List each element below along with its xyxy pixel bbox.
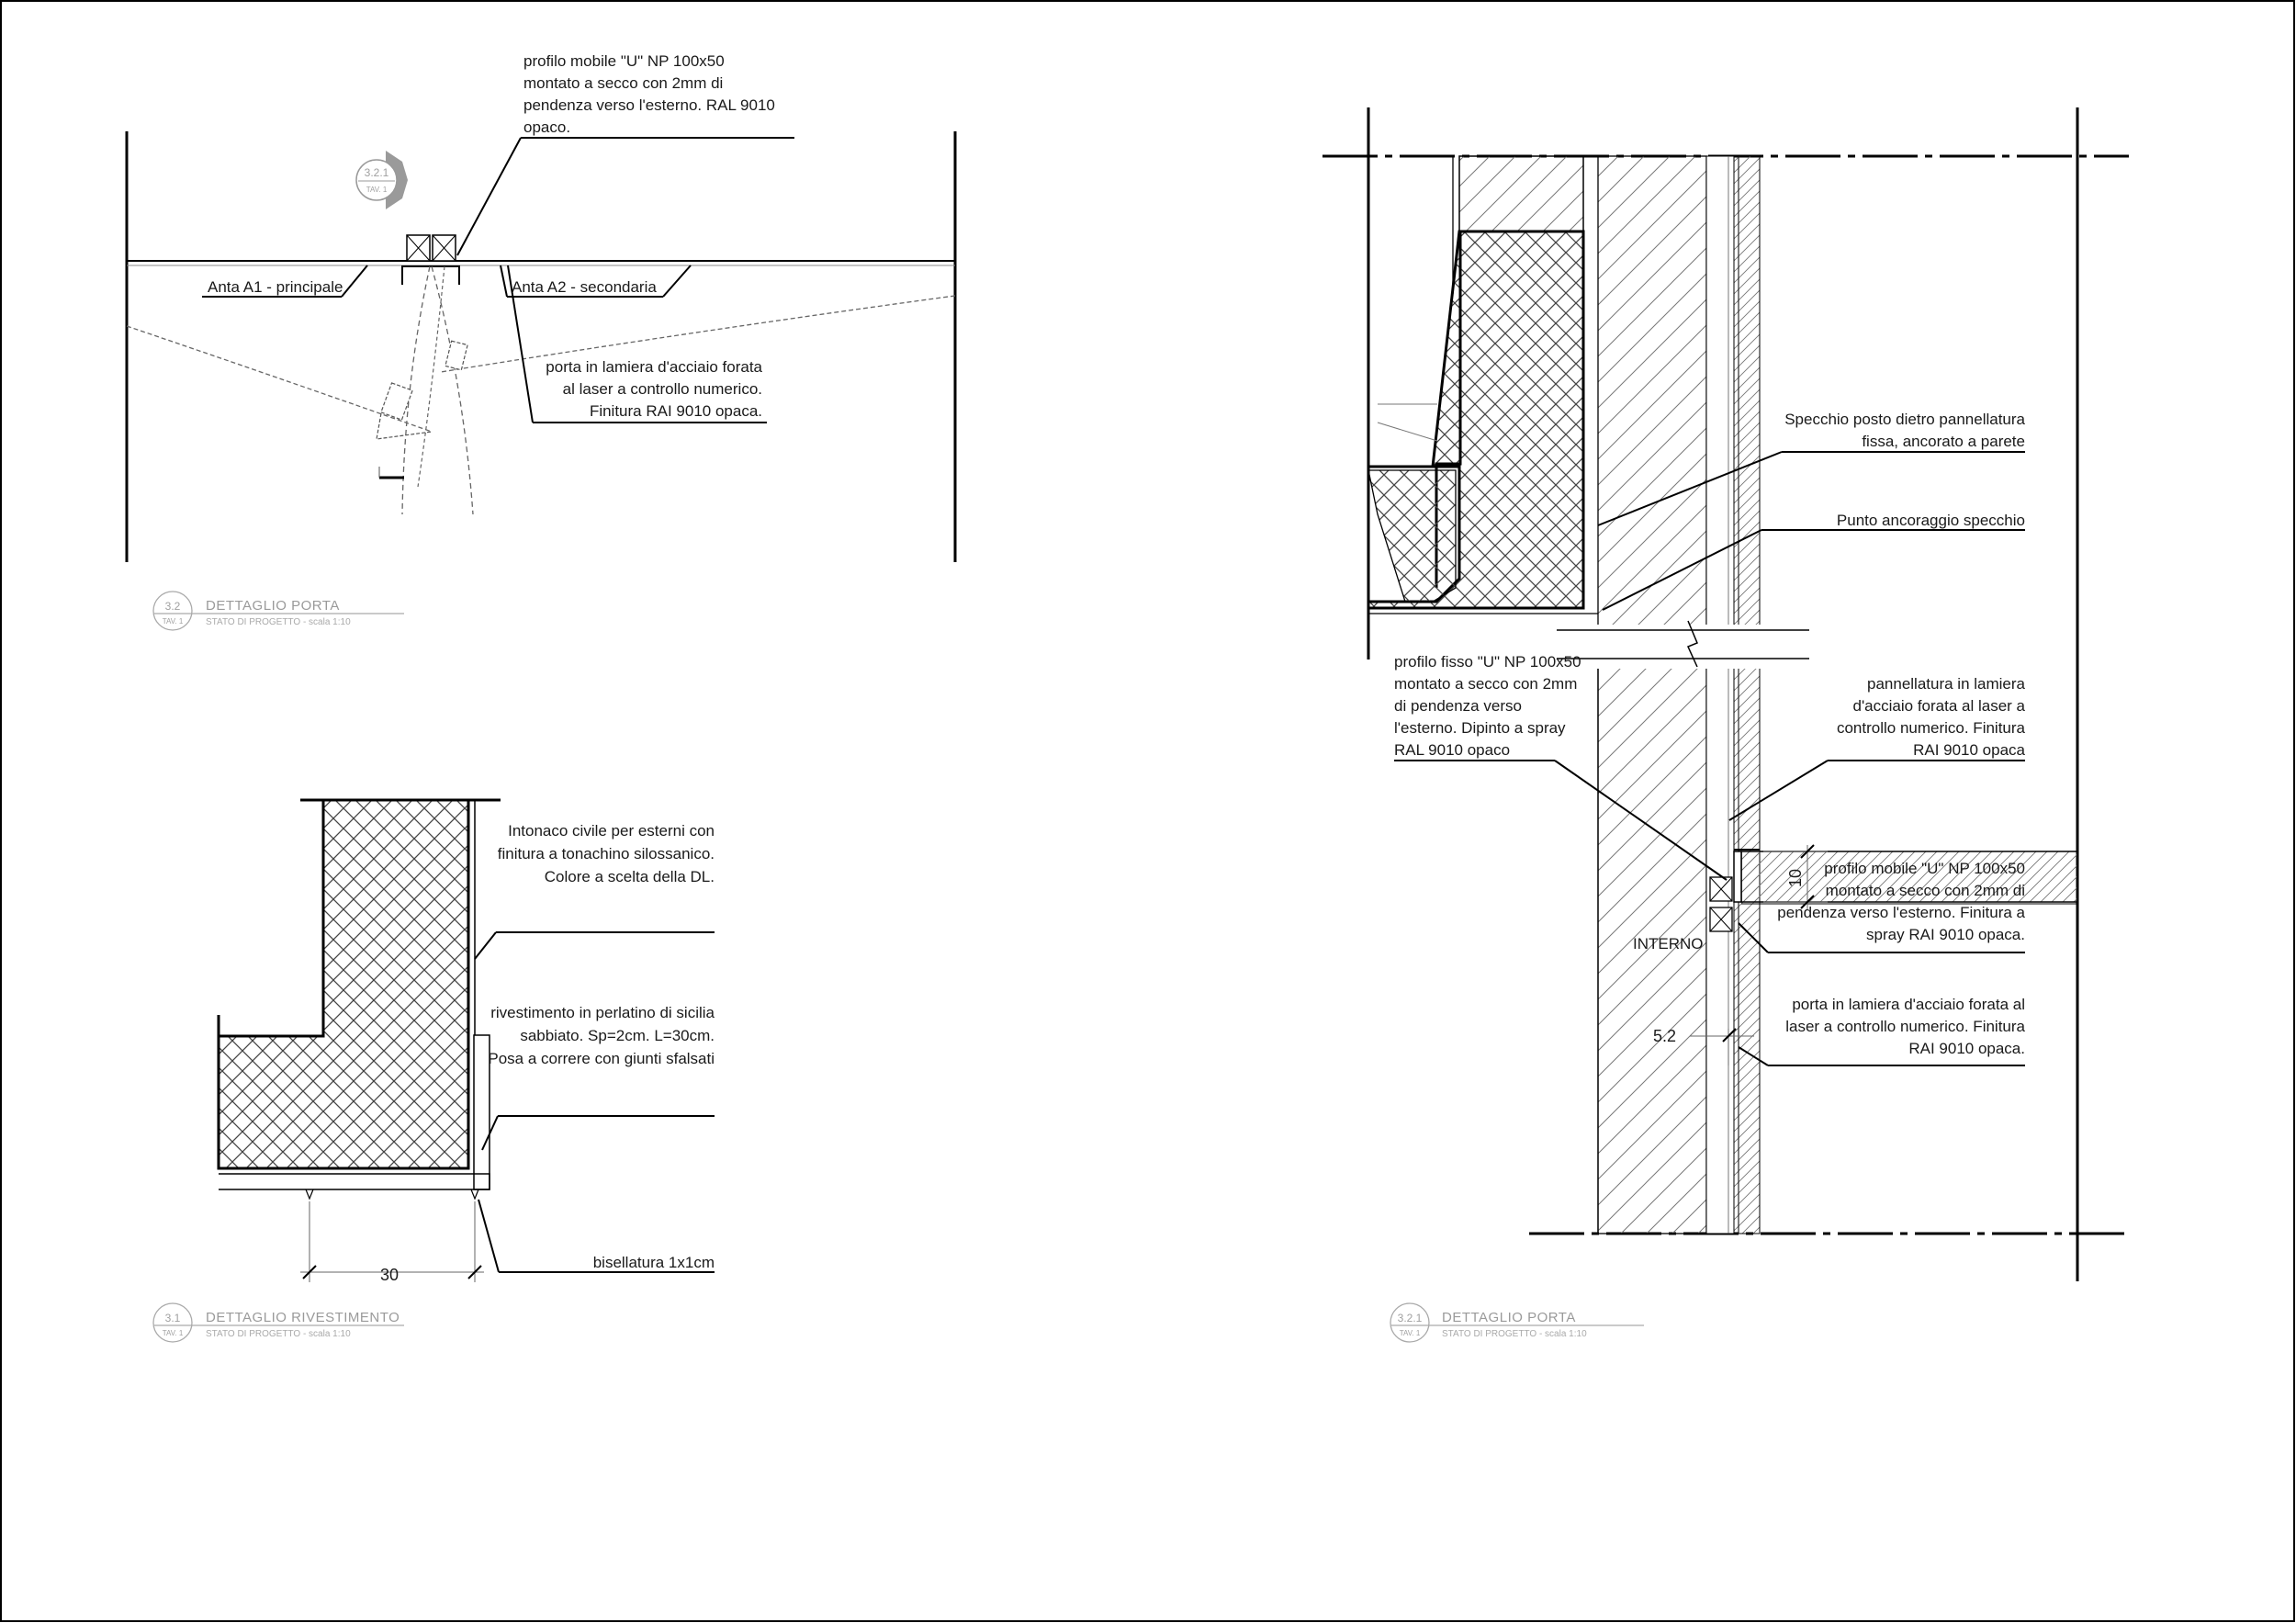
callout-mirror: Specchio posto dietro pannellatura fissa, ancorato a parete: [1784, 411, 2025, 450]
subtitle-door-plan: STATO DI PROGETTO - scala 1:10: [206, 617, 351, 627]
title-cladding: DETTAGLIO RIVESTIMENTO: [206, 1310, 400, 1325]
svg-text:3.2.1: 3.2.1: [1397, 1312, 1423, 1324]
ref-bubble-321: [356, 151, 408, 209]
dim-30: 30: [379, 1266, 400, 1284]
callout-mobile-profile-plan: profilo mobile "U" NP 100x50 montato a secco con 2mm di pendenza verso l'esterno. RAL 9010 opaco.: [523, 52, 775, 136]
subtitle-cladding: STATO DI PROGETTO - scala 1:10: [206, 1329, 351, 1339]
callout-door-section: porta in lamiera d'acciaio forata al laser a controllo numerico. Finitura RAI 9010 opaca.: [1785, 996, 2025, 1057]
svg-text:3.1: 3.1: [164, 1312, 181, 1324]
title-block-32: [153, 592, 404, 630]
cladding-detail: [153, 800, 715, 1342]
label-leaf-a2: Anta A2 - secondaria: [512, 278, 657, 296]
callout-panel: pannellatura in lamiera d'acciaio forata al laser a controllo numerico. Finitura RAI 9010 opaca: [1836, 675, 2025, 759]
door-section-detail: [1322, 107, 2129, 1342]
title-block-31: [153, 1303, 404, 1342]
wall-vertical-hatched: [1598, 156, 1706, 1234]
lintel-top-hatched: [1459, 156, 1583, 231]
door-plan-detail: [127, 52, 955, 630]
callout-plaster: Intonaco civile per esterni con finitura a tonachino silossanico. Colore a scelta della DL.: [497, 822, 715, 885]
swing-arc-a1: [127, 326, 432, 432]
svg-text:3.2: 3.2: [164, 600, 181, 613]
svg-text:TAV. 1: TAV. 1: [162, 1329, 184, 1337]
dim-52: 5.2: [1653, 1027, 1677, 1045]
wall-corner-hatched: [219, 800, 468, 1168]
callout-fixed-profile: profilo fisso "U" NP 100x50 montato a secco con 2mm di pendenza verso l'esterno. Dipinto a spray RAL 9010 opaco: [1394, 653, 1581, 759]
label-interior: INTERNO: [1633, 935, 1704, 952]
title-door-plan: DETTAGLIO PORTA: [206, 598, 340, 614]
title-door-section: DETTAGLIO PORTA: [1442, 1310, 1576, 1325]
title-block-321: [1390, 1303, 1644, 1342]
ref-bubble-number: 3.2.1: [364, 166, 389, 179]
callout-door-plan: porta in lamiera d'acciaio forata al laser a controllo numerico. Finitura RAI 9010 opaca.: [546, 358, 762, 420]
sill-block: [1368, 470, 1456, 602]
subtitle-door-section: STATO DI PROGETTO - scala 1:10: [1442, 1329, 1587, 1339]
callout-anchor: Punto ancoraggio specchio: [1836, 512, 2025, 529]
callout-bevel: bisellatura 1x1cm: [592, 1254, 715, 1271]
ref-bubble-sheet: TAV. 1: [366, 186, 388, 194]
panel-layer-hatched: [1734, 156, 1760, 1234]
callout-cladding: rivestimento in perlatino di sicilia sabbiato. Sp=2cm. L=30cm. Posa a correre con giunti sfalsati: [488, 1004, 715, 1067]
svg-text:TAV. 1: TAV. 1: [1399, 1329, 1421, 1337]
label-leaf-a1: Anta A1 - principale: [208, 278, 343, 296]
svg-text:TAV. 1: TAV. 1: [162, 617, 184, 626]
callout-mobile-profile: profilo mobile "U" NP 100x50 montato a secco con 2mm di pendenza verso l'esterno. Finitura a spray RAI 9010 opaca.: [1777, 860, 2025, 943]
dim-10: 10: [1786, 868, 1805, 888]
cladding-stone-bottom: [219, 1174, 490, 1189]
